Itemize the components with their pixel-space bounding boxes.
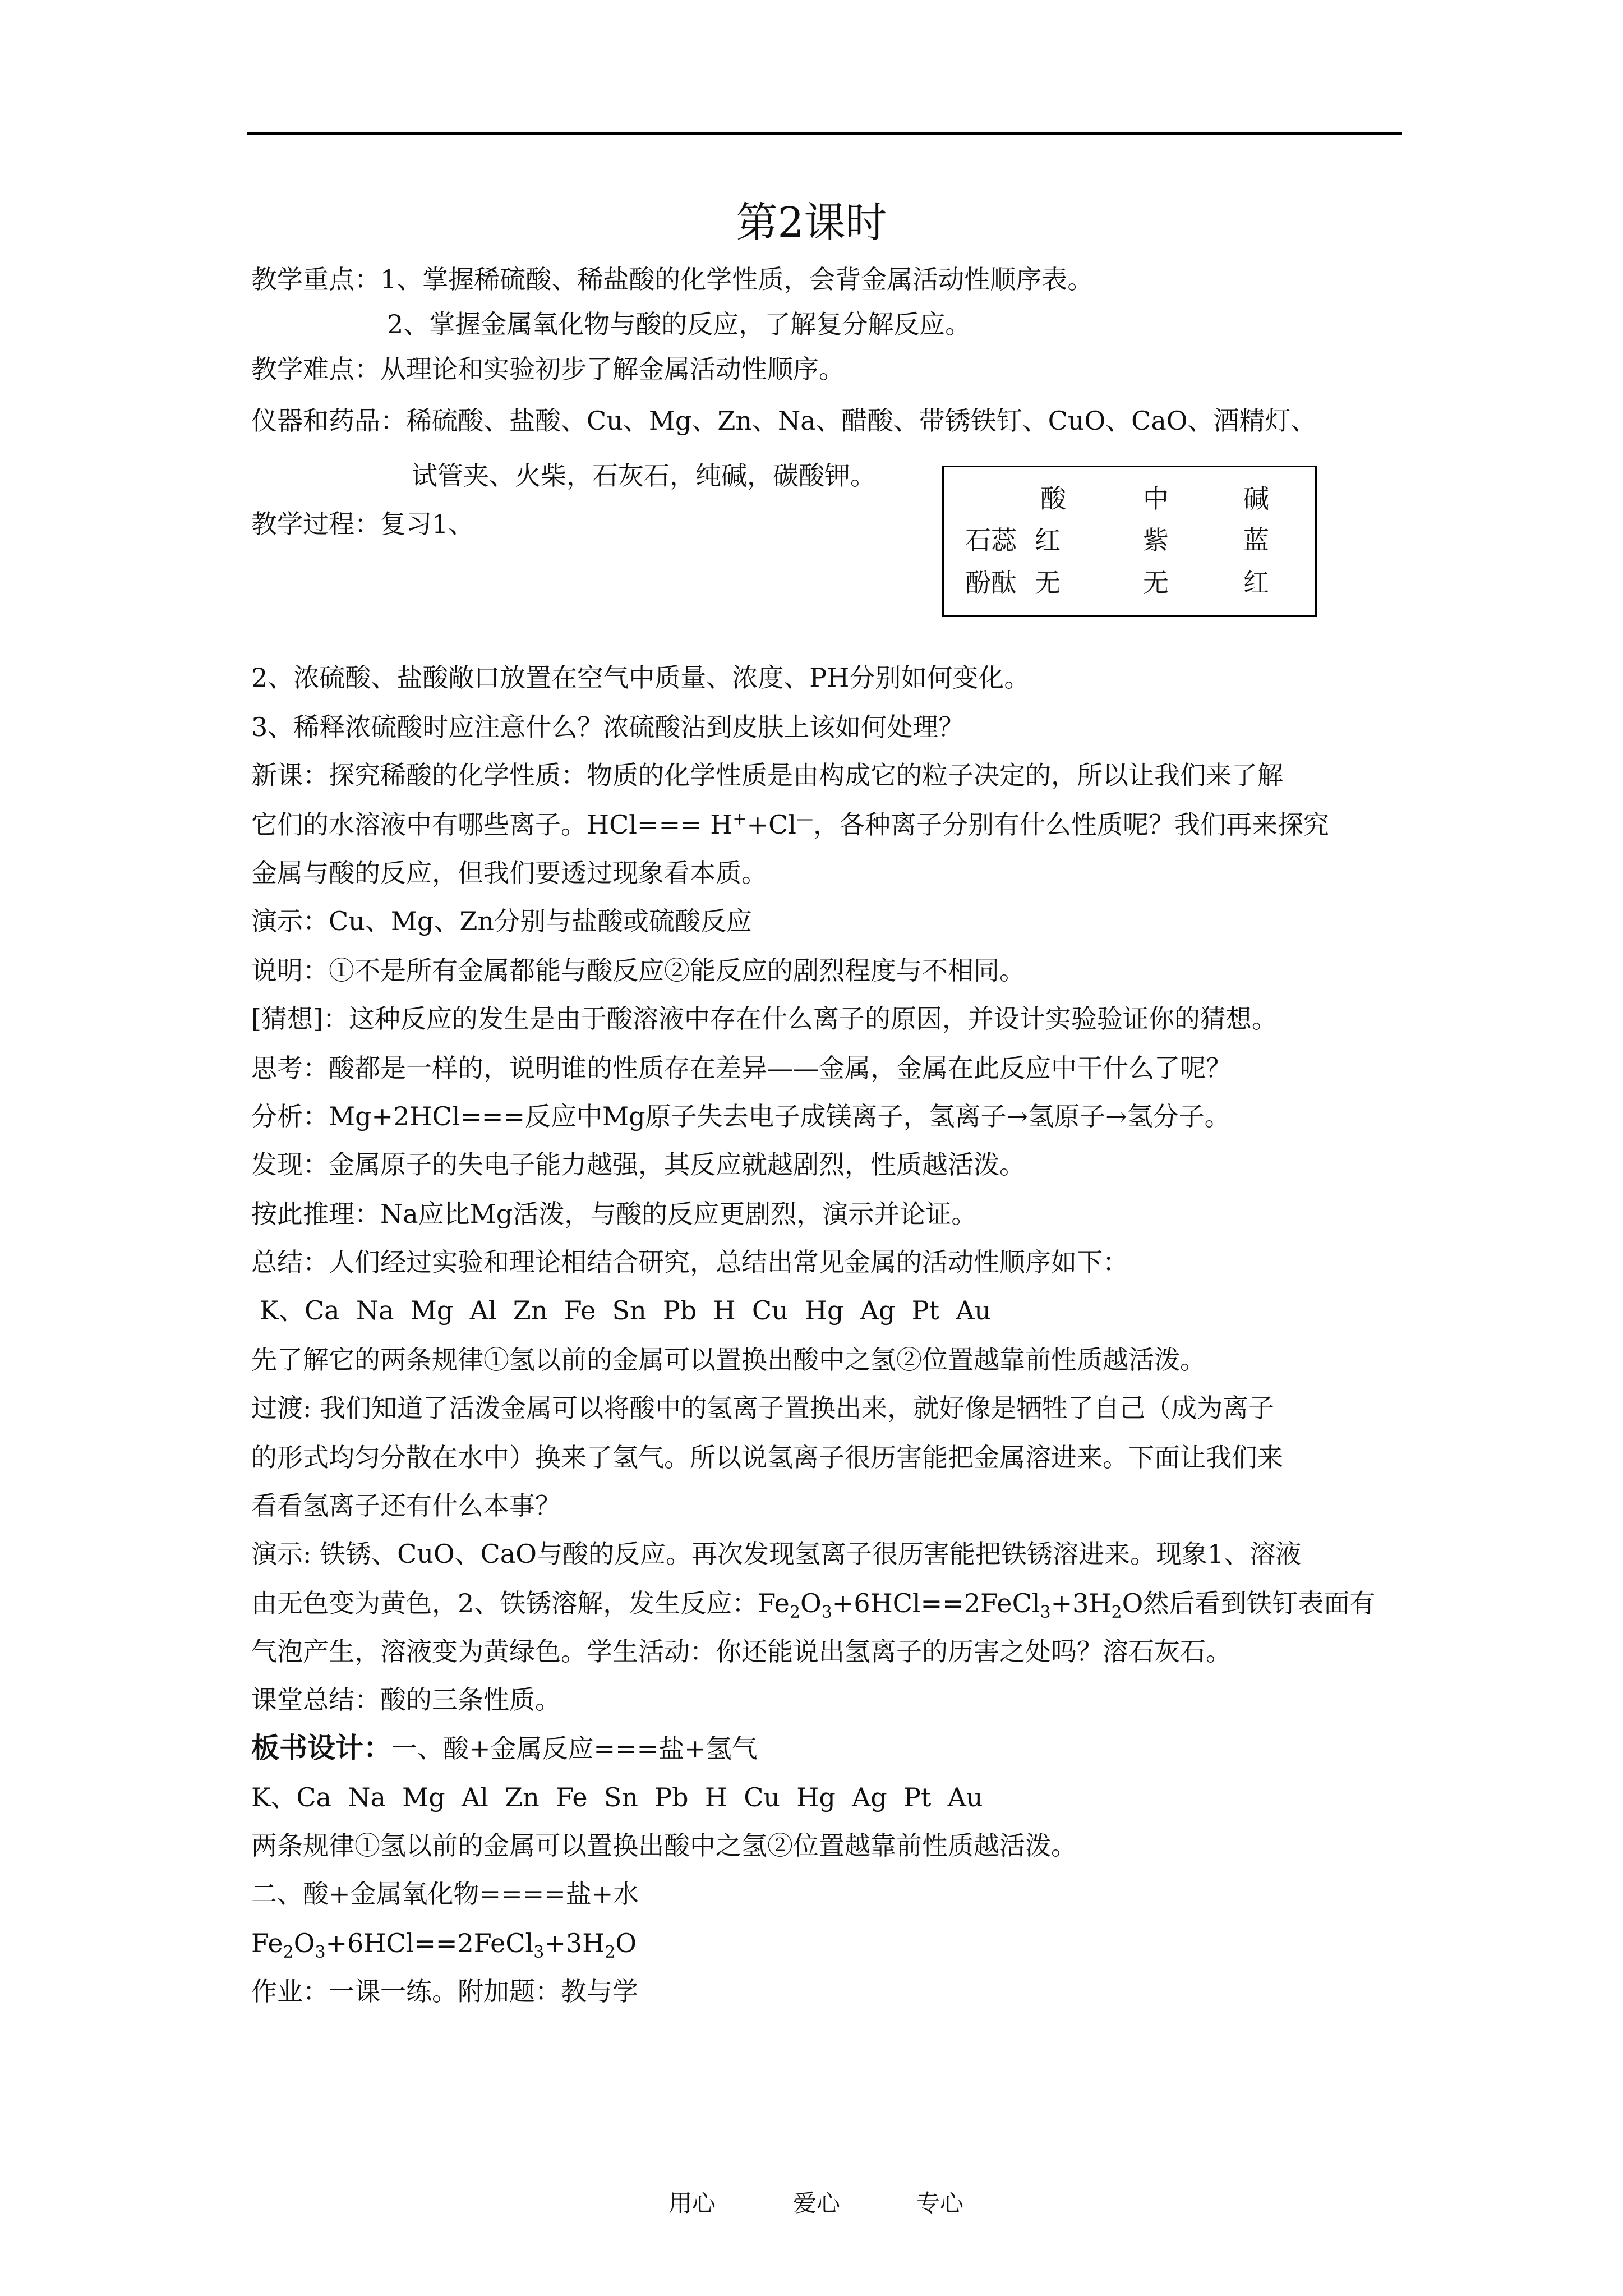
summary-line: 总结：人们经过实验和理论相结合研究，总结出常见金属的活动性顺序如下：: [251, 1247, 1128, 1277]
hydrogen-ion-charge: +: [732, 809, 747, 829]
new-lesson-line-3: 金属与酸的反应，但我们要透过现象看本质。: [251, 858, 767, 888]
table-header-acid: 酸: [1040, 484, 1066, 514]
new-lesson-line-2-b: +Cl: [746, 809, 796, 840]
teaching-focus-label: 教学重点：: [251, 264, 380, 295]
teaching-focus-1: [251, 263, 1093, 296]
board-formula: [251, 1926, 637, 1963]
materials-label: 仪器和药品：: [251, 406, 406, 436]
materials-line-1: [251, 404, 1317, 438]
formula-part: +3H: [544, 1928, 605, 1958]
demo2-line-2-b: 然后看到铁钉表面有: [1143, 1588, 1376, 1618]
new-lesson-line-2-c: ，各种离子分别有什么性质呢？我们再来探究: [813, 809, 1329, 840]
review-question-3: 3、稀释浓硫酸时应注意什么？浓硫酸沾到皮肤上该如何处理？: [251, 712, 965, 742]
formula-part: O: [800, 1588, 822, 1618]
formula-sub: 2: [605, 1943, 616, 1963]
teaching-difficulty-label: 教学难点：: [251, 354, 380, 384]
demo2-line-1: 演示: 铁锈、CuO、CaO与酸的反应。再次发现氢离子很历害能把铁锈溶进来。现象1、溶液: [251, 1539, 1302, 1569]
board-design-line: [251, 1731, 758, 1765]
transition-line-3: 看看氢离子还有什么本事？: [251, 1490, 561, 1521]
homework-line: 作业：一课一练。附加题：教与学: [251, 1976, 638, 2007]
rules-line-2: 两条规律①氢以前的金属可以置换出酸中之氢②位置越靠前性质越活泼。: [251, 1830, 1077, 1861]
teaching-difficulty-text: 从理论和实验初步了解金属活动性顺序。: [380, 354, 845, 384]
table-row-label-phenolphthalein: 酚酞: [965, 568, 1017, 598]
explanation-line: 说明：①不是所有金属都能与酸反应②能反应的剧烈程度与不相同。: [251, 955, 1025, 986]
discovery-line: 发现：金属原子的失电子能力越强，其反应就越剧烈，性质越活泼。: [251, 1149, 1025, 1180]
header-rule: [247, 132, 1402, 135]
formula-part: O: [1122, 1588, 1144, 1618]
board-item-2: 二、酸+金属氧化物====盐+水: [251, 1879, 639, 1909]
activity-series-1: K、Ca Na Mg Al Zn Fe Sn Pb H Cu Hg Ag Pt Au: [251, 1295, 992, 1326]
table-cell-litmus-neutral: 紫: [1143, 525, 1169, 555]
table-header-base: 碱: [1243, 484, 1269, 514]
chloride-ion-charge: —: [796, 809, 813, 829]
table-header-neutral: 中: [1143, 484, 1169, 514]
formula-sub: 3: [1040, 1603, 1051, 1623]
footer-word-1: 用心: [668, 2189, 716, 2217]
formula-sub: 3: [533, 1943, 545, 1963]
class-summary-line: 课堂总结：酸的三条性质。: [251, 1685, 561, 1715]
formula-sub: 3: [315, 1943, 326, 1963]
table-cell-litmus-base: 蓝: [1243, 525, 1269, 555]
table-cell-phenolphthalein-base: 红: [1243, 568, 1269, 598]
formula-part: +3H: [1050, 1588, 1112, 1618]
teaching-process-label: 教学过程：: [251, 509, 380, 539]
formula-sub: 2: [789, 1603, 800, 1623]
teaching-difficulty: [251, 352, 845, 386]
board-item-1: 一、酸+金属反应===盐+氢气: [391, 1733, 758, 1764]
formula-part: +6HCl==2FeCl: [325, 1928, 534, 1958]
activity-series-2: K、Ca Na Mg Al Zn Fe Sn Pb H Cu Hg Ag Pt Au: [251, 1782, 983, 1812]
teaching-focus-2: 2、掌握金属氧化物与酸的反应，了解复分解反应。: [387, 309, 971, 339]
guess-line: [猜想]：这种反应的发生是由于酸溶液中存在什么离子的原因，并设计实验验证你的猜想。: [251, 1004, 1278, 1034]
indicator-color-table: [942, 466, 1317, 617]
table-cell-phenolphthalein-neutral: 无: [1143, 568, 1169, 598]
analysis-line: 分析：Mg+2HCl===反应中Mg原子失去电子成镁离子，氢离子→氢原子→氢分子。: [251, 1101, 1230, 1131]
table-row-label-litmus: 石蕊: [965, 525, 1017, 555]
formula-sub: 2: [1111, 1603, 1122, 1623]
materials-text-1: 稀硫酸、盐酸、Cu、Mg、Zn、Na、醋酸、带锈铁钉、CuO、CaO、酒精灯、: [406, 406, 1317, 436]
transition-line-1: 过渡: 我们知道了活泼金属可以将酸中的氢离子置换出来，就好像是牺牲了自己（成为离子: [251, 1393, 1275, 1423]
inference-line: 按此推理：Na应比Mg活泼，与酸的反应更剧烈，演示并论证。: [251, 1199, 978, 1229]
materials-line-2: 试管夹、火柴，石灰石，纯碱，碳酸钾。: [412, 461, 876, 491]
formula-part: O: [615, 1928, 637, 1958]
table-cell-phenolphthalein-acid: 无: [1035, 568, 1061, 598]
rules-line-1: 先了解它的两条规律①氢以前的金属可以置换出酸中之氢②位置越靠前性质越活泼。: [251, 1345, 1206, 1375]
formula-part: +6HCl==2FeCl: [832, 1588, 1040, 1618]
formula-part: O: [293, 1928, 315, 1958]
formula-part: Fe: [251, 1928, 283, 1958]
think-line: 思考：酸都是一样的，说明谁的性质存在差异——金属，金属在此反应中干什么了呢？: [251, 1053, 1232, 1083]
formula-sub: 3: [821, 1603, 832, 1623]
demo-line-1: 演示：Cu、Mg、Zn分别与盐酸或硫酸反应: [251, 906, 752, 936]
demo2-line-3: 气泡产生，溶液变为黄绿色。学生活动：你还能说出氢离子的历害之处吗？溶石灰石。: [251, 1636, 1232, 1667]
formula-sub: 2: [283, 1943, 294, 1963]
teaching-focus-text-1: 1、掌握稀硫酸、稀盐酸的化学性质，会背金属活动性顺序表。: [380, 264, 1094, 295]
demo2-line-2: [251, 1586, 1376, 1623]
demo2-line-2-a: 由无色变为黄色，2、铁锈溶解，发生反应：Fe: [251, 1588, 790, 1618]
review-question-2: 2、浓硫酸、盐酸敞口放置在空气中质量、浓度、PH分别如何变化。: [251, 662, 1030, 693]
new-lesson-line-2-a: 它们的水溶液中有哪些离子。HCl=== H: [251, 809, 733, 840]
new-lesson-line-2: [251, 808, 1329, 841]
teaching-process: [251, 507, 474, 541]
transition-line-2: 的形式均匀分散在水中）换来了氢气。所以说氢离子很历害能把金属溶进来。下面让我们来: [251, 1442, 1283, 1473]
new-lesson-line-1: 新课：探究稀酸的化学性质：物质的化学性质是由构成它的粒子决定的，所以让我们来了解: [251, 760, 1283, 790]
table-cell-litmus-acid: 红: [1035, 525, 1061, 555]
page-title: 第2课时: [736, 199, 887, 247]
teaching-process-text: 复习1、: [380, 509, 474, 539]
footer-word-3: 专心: [916, 2189, 964, 2217]
board-design-heading: 板书设计：: [251, 1731, 391, 1764]
footer-word-2: 爱心: [793, 2189, 841, 2217]
